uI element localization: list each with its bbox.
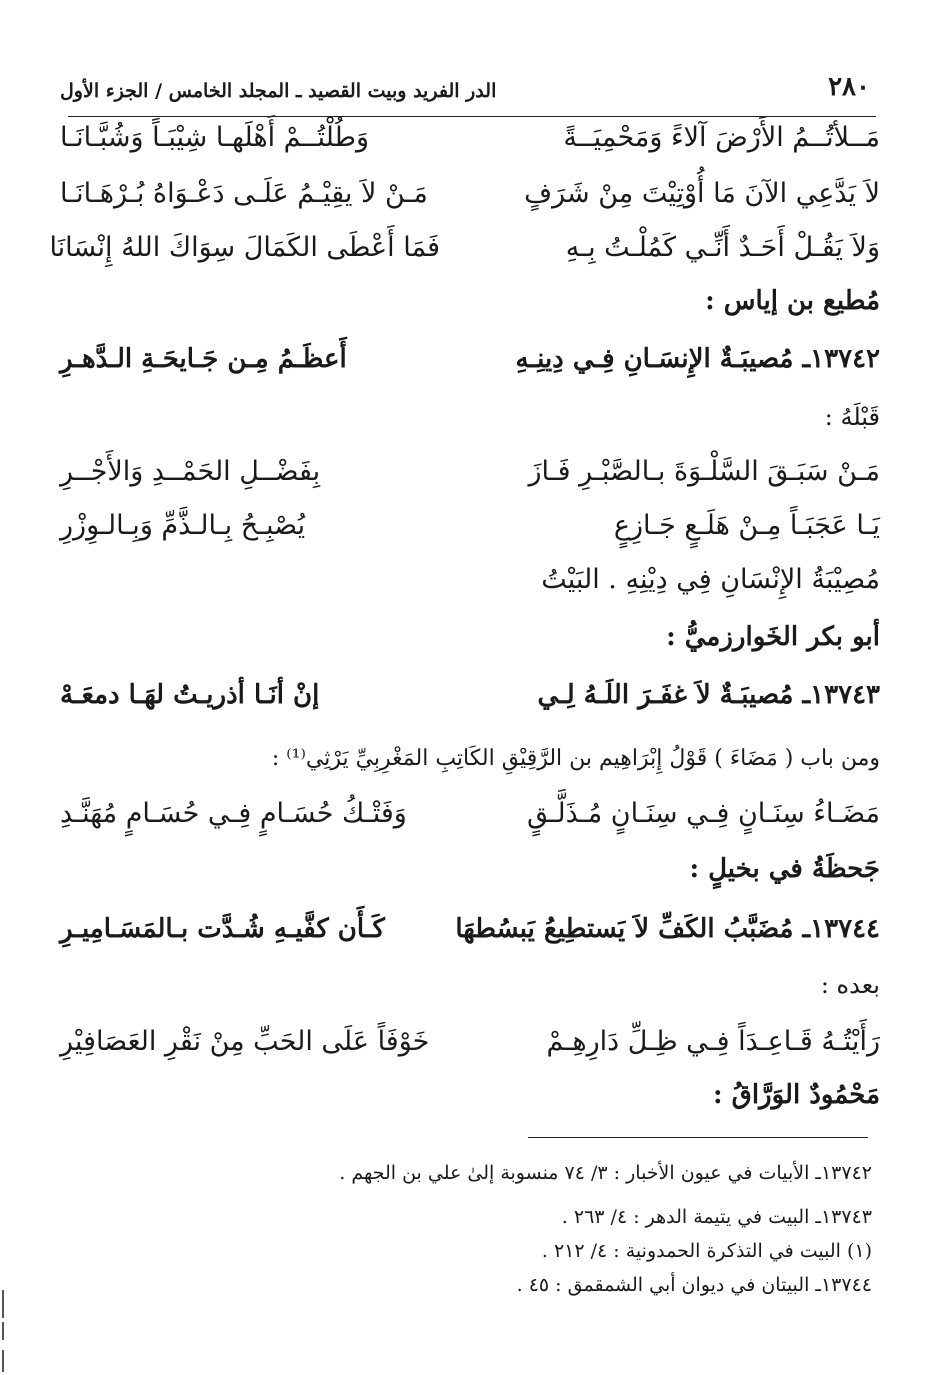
verse-row bbox=[60, 554, 880, 604]
verse-row bbox=[60, 112, 880, 162]
verse-second-hemistich: كَـأَن كفَّيـهِ شُـدَّت بـالمَسَـامِيـرِ bbox=[60, 914, 385, 944]
footnote: ١٣٧٤٢ـ الأبيات في عيون الأخبار : ٣/ ٧٤ منسوبة إلىٰ علي بن الجهم . bbox=[339, 1162, 872, 1184]
verse-row bbox=[60, 446, 880, 496]
verse-text: مُصيبَـةٌ الإِنسَـانِ فِـي دِينِـهِ bbox=[515, 344, 794, 374]
verse-row bbox=[60, 1016, 880, 1066]
verse-first-hemistich: وَلاَ يَقُـلْ أَحَـدٌ أَنِّـي كَمُلْـتُ بِـهِ bbox=[565, 231, 880, 263]
poet-heading: مُطيع بن إياس : bbox=[705, 286, 880, 316]
verse-first-hemistich: مَــلأتُــمُ الأَرْضَ آلاءً وَمَحْمِيَــةً bbox=[563, 121, 880, 153]
scan-margin-mark bbox=[2, 1290, 4, 1318]
scan-margin-mark bbox=[2, 1322, 4, 1340]
verse-second-hemistich: خَوْفَاً عَلَى الحَبِّ مِنْ نَقْرِ العَصَافِيْرِ bbox=[60, 1025, 430, 1057]
after-label: بعده : bbox=[820, 971, 880, 999]
verse-second-hemistich: يُصْبِـحُ بِـالـذَّمِّ وَبِـالـوِزْرِ bbox=[60, 509, 306, 541]
verse-first-hemistich: مَـنْ سَبَـقَ السَّلْـوَةَ بـالصَّبْـرِ فَـازَ bbox=[528, 455, 880, 487]
verse-number: ١٣٧٤٣ـ bbox=[802, 680, 880, 710]
scan-margin-mark bbox=[2, 1350, 4, 1372]
numbered-verse-row bbox=[60, 670, 880, 720]
verse-first-hemistich bbox=[455, 914, 880, 944]
verse-row bbox=[60, 788, 880, 838]
verse-second-hemistich: وَطُلْتُــمْ أَهْلَهـا شِيْبَـاً وَشُبَّـانَـا bbox=[60, 121, 370, 153]
verse-second-hemistich: بِفَضْــلِ الحَمْــدِ وَالأَجْــرِ bbox=[60, 455, 321, 487]
page-number: ٢٨٠ bbox=[828, 72, 870, 102]
verse-text: مُضَبَّبُ الكَفِّ لاَ يَستطِيعُ يَبسُطهَا bbox=[455, 914, 794, 944]
verse-row bbox=[49, 222, 880, 272]
poet-heading: مَحْمُودٌ الوَرَّاقُ : bbox=[713, 1080, 880, 1110]
verse-first-hemistich bbox=[500, 344, 880, 374]
verse-first-hemistich: يَـا عَجَبَـاً مِـنْ هَلَـعٍ جَـازِعٍ bbox=[613, 509, 880, 541]
footnote-rule bbox=[528, 1137, 868, 1138]
verse-row bbox=[60, 500, 880, 550]
verse-first-hemistich bbox=[500, 680, 880, 710]
numbered-verse-row bbox=[60, 334, 880, 384]
verse-number: ١٣٧٤٢ـ bbox=[802, 344, 880, 374]
verse-second-hemistich: أَعظَـمُ مِـن جَـايحَـةِ الـدَّهـرِ bbox=[60, 344, 347, 374]
footnote: ١٣٧٤٣ـ البيت في يتيمة الدهر : ٤/ ٢٦٣ . bbox=[561, 1206, 872, 1228]
verse-first-hemistich: رَأَيْتُـهُ قَـاعِـدَاً فِـي ظِـلِّ دَارِهِـمْ bbox=[546, 1025, 880, 1057]
page-header bbox=[60, 58, 880, 102]
footnote: (١) البيت في التذكرة الحمدونية : ٤/ ٢١٢ . bbox=[541, 1240, 872, 1262]
verse-second-hemistich: فَمَا أَعْطَى الكَمَالَ سِوَاكَ اللهُ إِنْسَانَا bbox=[49, 231, 440, 263]
verse-text: مُصيبَـةٌ لاَ غفَـرَ اللَـهُ لِـي bbox=[537, 680, 794, 710]
footnote: ١٣٧٤٤ـ البيتان في ديوان أبي الشمقمق : ٤٥ . bbox=[516, 1274, 872, 1296]
verse-number: ١٣٧٤٤ـ bbox=[802, 914, 880, 944]
running-title: الدر الفريد وبيت القصيد ـ المجلد الخامس / الجزء الأول bbox=[60, 80, 497, 102]
verse-row bbox=[60, 168, 880, 218]
numbered-verse-row bbox=[60, 904, 880, 954]
verse-second-hemistich: وَفَتْـكُ حُسَـامٍ فِـي حُسَـامٍ مُهَنَّـدِ bbox=[60, 797, 407, 829]
poet-heading: جَحظَةُ في بخيلٍ : bbox=[689, 854, 880, 884]
verse-second-hemistich: إنْ أنَـا أذريـتُ لهَـا دمعَـهْ bbox=[60, 680, 320, 710]
verse-first-hemistich: لاَ يَدَّعِي الآنَ مَا أُوْتِيْتَ مِنْ شَرَفٍ bbox=[524, 177, 880, 209]
chapter-line: ومن باب ( مَضَاءَ ) قَوْلُ إِبْرَاهِيم بن الرَّقِيْقِ الكَاتِبِ المَغْرِبِيِّ يَرْثِي⁽¹⁾ : bbox=[271, 746, 880, 771]
poet-heading: أبو بكر الخَوارزميُّ : bbox=[666, 622, 880, 652]
before-label: قَبْلَهُ : bbox=[824, 403, 880, 431]
verse-first-hemistich: مَضَـاءُ سِنَـانٍ فِـي سِنَـانٍ مُـذَلَّـقٍ bbox=[526, 797, 880, 829]
verse-citation: مُصِيْبَةُ الإِنْسَانِ فِي دِيْنِهِ . البَيْتُ bbox=[541, 563, 880, 595]
verse-second-hemistich: مَـنْ لاَ يقِيْـمُ عَلَـى دَعْـوَاهُ بُـرْهَـانَـا bbox=[60, 177, 428, 209]
